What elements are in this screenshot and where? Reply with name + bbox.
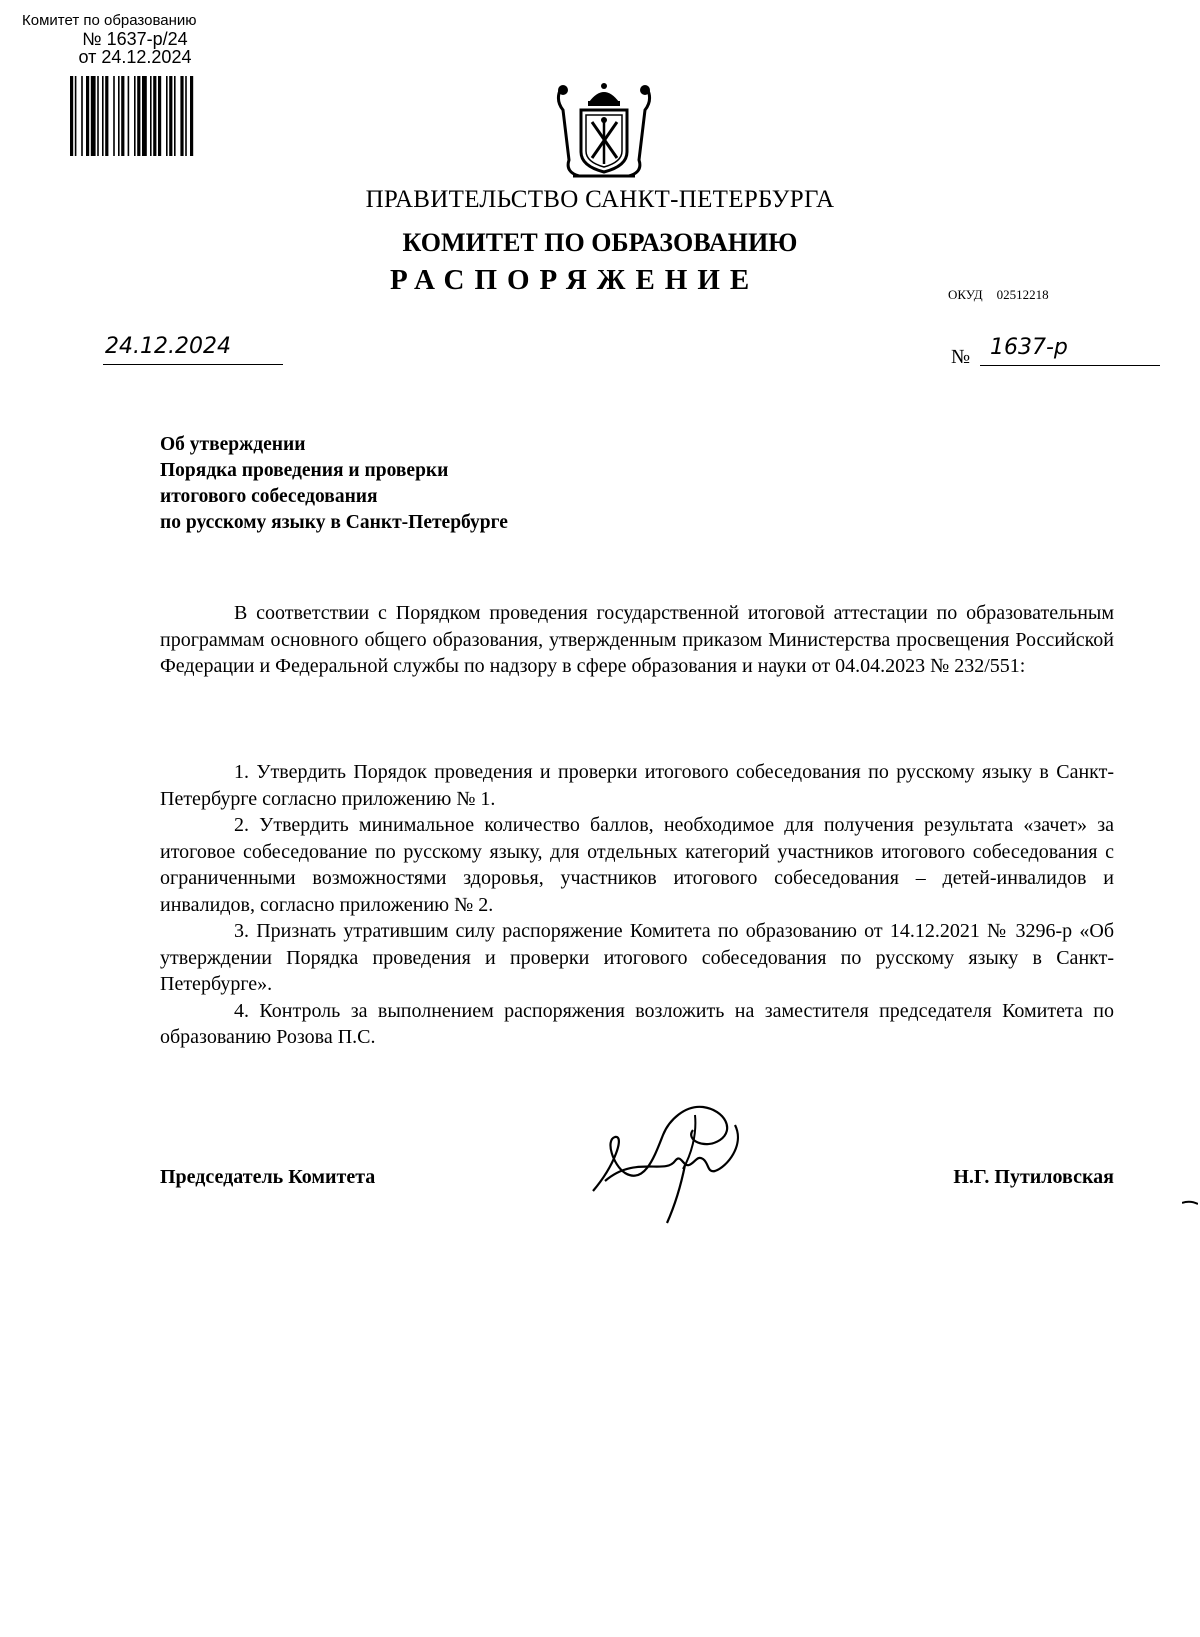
order-item: 4. Контроль за выполнением распоряжения возложить на заместителя председателя Комитета по образованию Розова П.С. xyxy=(160,999,1114,1048)
okud-value: 02512218 xyxy=(996,287,1049,302)
stamp-org: Комитет по образованию xyxy=(22,12,197,29)
barcode-bar xyxy=(105,76,108,156)
committee-name: КОМИТЕТ ПО ОБРАЗОВАНИЮ xyxy=(402,228,798,257)
handwritten-signature xyxy=(585,1095,755,1230)
saint-petersburg-coat-of-arms-icon xyxy=(551,80,657,180)
scan-edge-mark xyxy=(1182,1200,1198,1206)
barcode-bar xyxy=(169,76,172,156)
subject-line: Порядка проведения и проверки xyxy=(160,460,449,481)
barcode-bar xyxy=(134,76,136,156)
government-name: ПРАВИТЕЛЬСТВО САНКТ-ПЕТЕРБУРГА xyxy=(365,186,835,213)
barcode-bar xyxy=(142,76,147,156)
subject-line: по русскому языку в Санкт-Петербурге xyxy=(160,512,508,533)
barcode-bar xyxy=(75,76,77,156)
barcode-bar xyxy=(128,76,130,156)
okud-label: ОКУД xyxy=(948,287,983,302)
document-subject xyxy=(160,432,508,536)
barcode-bar xyxy=(166,76,168,156)
document-date: 24.12.2024 xyxy=(103,334,283,365)
order-items xyxy=(160,759,1114,1051)
preamble-paragraph: В соответствии с Порядком проведения государственной итоговой аттестации по образовательным программам основного общего образования, утвержденным приказом Министерства просвещения Российской Федерации и Федеральной службы по надзору в сфере образования и науки от 04.04.2023 № 232/551: xyxy=(160,602,1114,677)
barcode-bar xyxy=(190,76,193,156)
barcode-bar xyxy=(137,76,140,156)
stamp-number: № 1637-р/24 xyxy=(82,29,188,49)
barcode-bar xyxy=(97,76,99,156)
subject-line: Об утверждении xyxy=(160,434,306,455)
barcode-bar xyxy=(102,76,104,156)
barcode-bar xyxy=(81,76,83,156)
barcode-bar xyxy=(118,76,120,156)
barcode-bar xyxy=(153,76,156,156)
document-type: РАСПОРЯЖЕНИЕ xyxy=(390,264,760,296)
barcode-bar xyxy=(158,76,161,156)
okud-code xyxy=(948,287,1049,303)
signer-title: Председатель Комитета xyxy=(160,1166,376,1188)
barcode-bar xyxy=(121,76,124,156)
barcode-bar xyxy=(86,76,89,156)
barcode-bar xyxy=(91,76,96,156)
barcode-bar xyxy=(113,76,115,156)
barcode-icon xyxy=(70,76,222,156)
document-number-label: № xyxy=(951,346,971,368)
barcode-bar xyxy=(70,76,73,156)
registration-stamp xyxy=(0,12,270,66)
order-item: 2. Утвердить минимальное количество баллов, необходимое для получения результата «зачет» за итоговое собеседование по русскому языку, для отдельных категорий участников итогового собеседования с ограниченными возможностями здоровья, участников итогового собеседования – детей-инвалидов и инвалидов, согласно приложению № 2. xyxy=(160,814,1114,916)
barcode-bar xyxy=(180,76,183,156)
order-item: 1. Утвердить Порядок проведения и проверки итогового собеседования по русскому языку в Санкт-Петербурге согласно приложению № 1. xyxy=(160,761,1114,810)
barcode-bar xyxy=(185,76,187,156)
signer-name: Н.Г. Путиловская xyxy=(953,1166,1114,1188)
order-item: 3. Признать утратившим силу распоряжение Комитета по образованию от 14.12.2021 № 3296-р «Об утверждении Порядка проведения и проверки итогового собеседования по русскому языку в Санкт-Петербурге». xyxy=(160,920,1114,995)
barcode-bar xyxy=(174,76,176,156)
barcode-bar xyxy=(150,76,152,156)
document-number: 1637-р xyxy=(980,335,1160,366)
subject-line: итогового собеседования xyxy=(160,486,378,507)
stamp-date: от 24.12.2024 xyxy=(78,47,192,67)
